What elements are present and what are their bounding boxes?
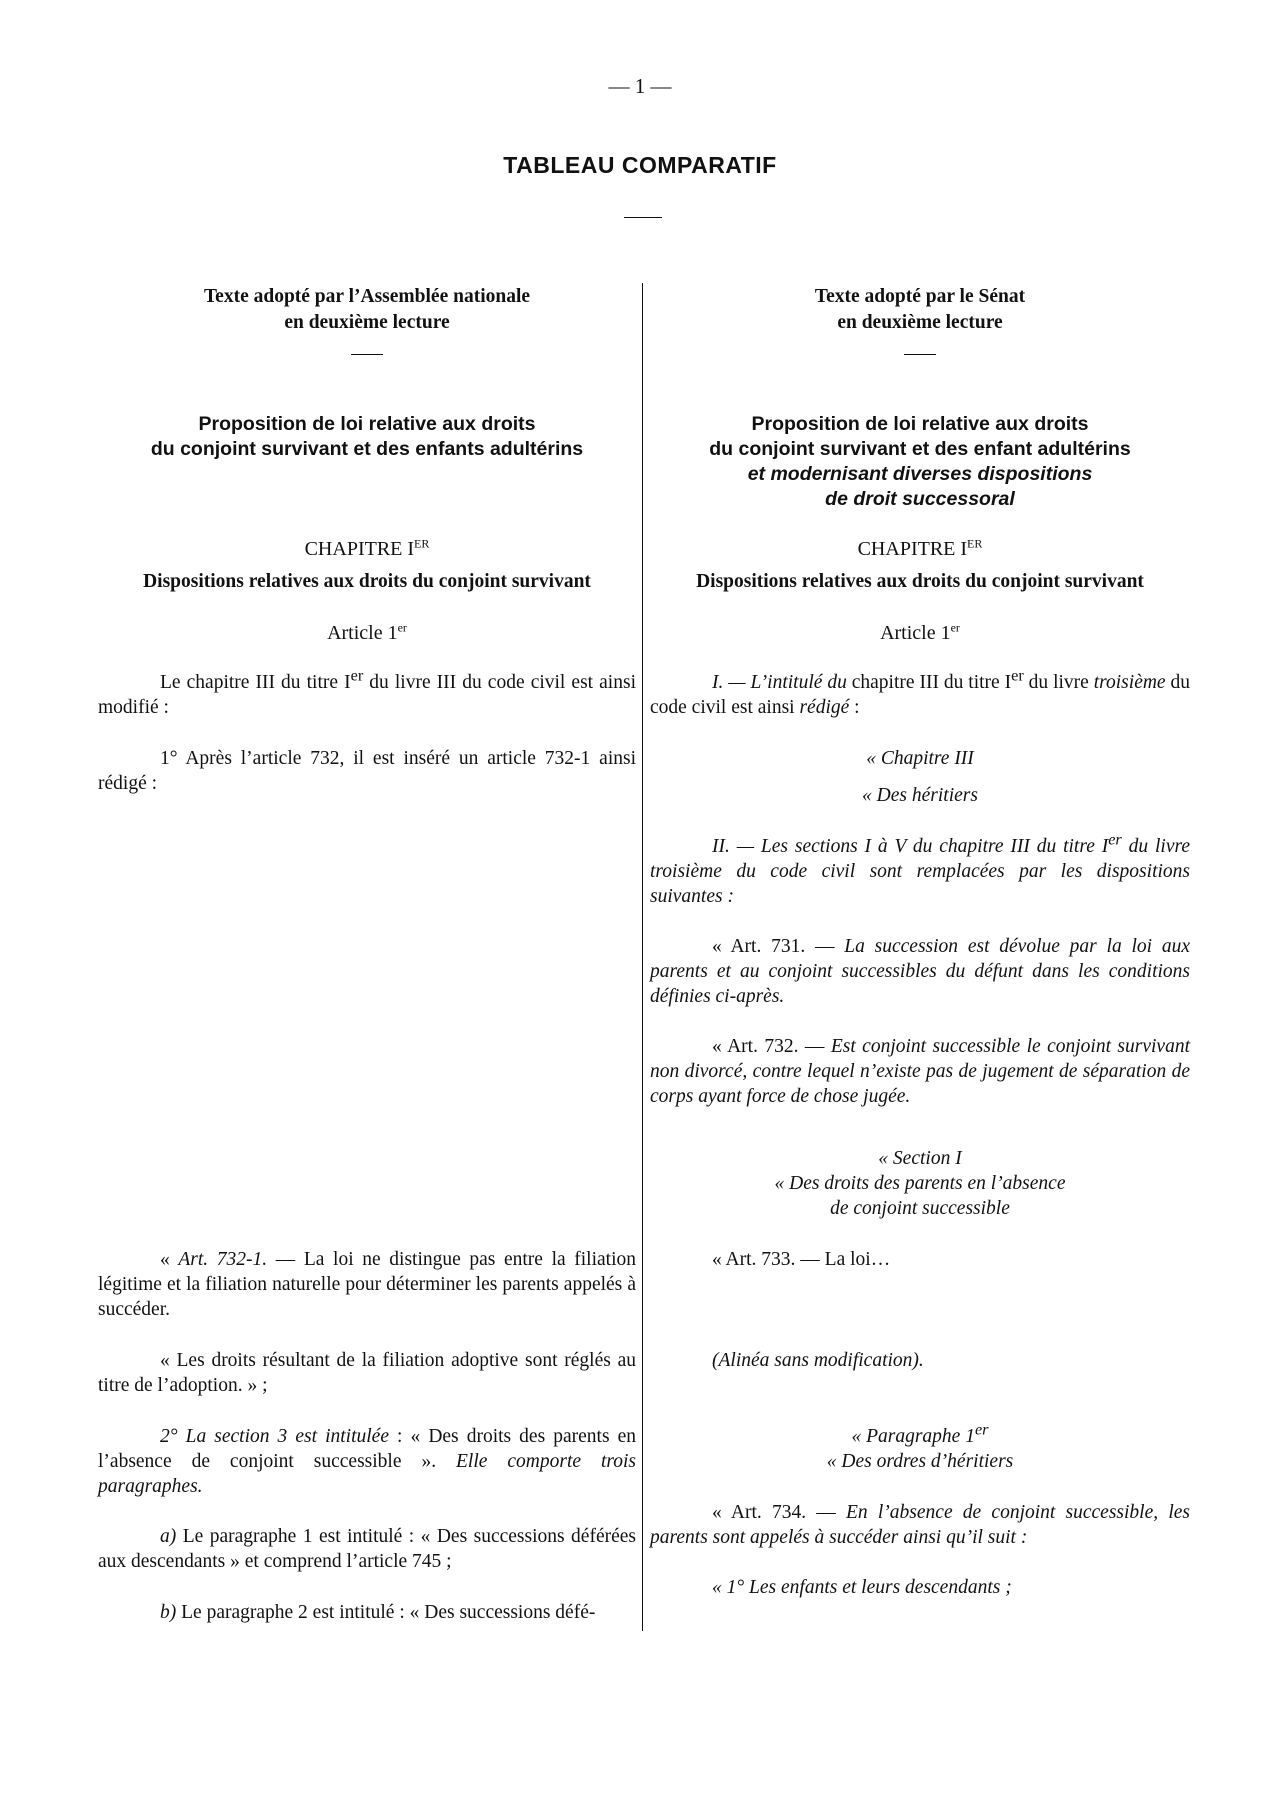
left-p6-text: Le paragraphe 1 est intitulé : « Des successions déférées aux descendants » et comprend l’article 745 ; xyxy=(98,1526,636,1572)
right-paragraph-2 xyxy=(650,830,1190,909)
left-chapter-title: Dispositions relatives aux droits du conjoint survivant xyxy=(143,571,591,592)
right-article-733: « Art. 733. — La loi… xyxy=(712,1249,891,1270)
right-header xyxy=(650,284,1190,336)
left-p1-text-b: du livre III du code civil est ainsi modifié : xyxy=(98,672,636,718)
left-prop-line2: du conjoint survivant et des enfants adultérins xyxy=(150,438,584,460)
right-article xyxy=(650,620,1190,646)
left-paragraph-6 xyxy=(98,1524,636,1574)
right-prop-line3: et modernisant diverses dispositions xyxy=(747,463,1093,485)
right-chapter xyxy=(650,536,1190,562)
right-art731-text: La succession est dévolue par la loi aux parents et au conjoint successibles du défunt dans les conditions définies ci-après. xyxy=(650,936,1190,1007)
left-proposition-title xyxy=(98,412,636,462)
right-p1-text-4: : xyxy=(849,697,860,718)
right-art732-prefix: « Art. 732. — xyxy=(712,1036,831,1057)
left-p5-text: : « Des droits des parents en l’absence de conjoint successible ». xyxy=(98,1426,637,1472)
right-par1-label: « Paragraphe 1 xyxy=(851,1426,975,1447)
right-p1-text-2: du livre xyxy=(1023,672,1094,693)
left-p3-article-ref: Art. 732-1. xyxy=(178,1249,268,1270)
right-article-label: Article 1 xyxy=(880,622,951,644)
right-p1-sup: er xyxy=(1011,666,1024,685)
left-article-732-1 xyxy=(98,1247,636,1322)
right-p1-italic-2: troisième xyxy=(1093,672,1166,693)
right-p2-sup: er xyxy=(1108,830,1122,849)
right-header-line1: Texte adopté par le Sénat xyxy=(814,286,1026,307)
right-sec1-line3: de conjoint successible xyxy=(830,1198,1010,1219)
right-article-sup: er xyxy=(950,620,960,635)
left-p5-italic-2: Elle comporte trois paragraphes. xyxy=(98,1451,636,1497)
right-proposition-title xyxy=(650,412,1190,512)
left-header-line2: en deuxième lecture xyxy=(284,312,450,333)
right-sec1-line1: « Section I xyxy=(878,1148,962,1169)
right-prop-line4: de droit successoral xyxy=(825,488,1015,510)
right-article-732 xyxy=(650,1034,1190,1109)
left-header-rule xyxy=(351,354,383,355)
right-chapter-label: CHAPITRE I xyxy=(857,538,968,560)
right-p1-italic-1: I. — L’intitulé du xyxy=(712,672,847,693)
left-chapter-sup: ER xyxy=(414,536,430,551)
left-paragraph-7 xyxy=(98,1600,636,1625)
right-header-rule xyxy=(904,354,936,355)
right-p1-text-3: du code civil est ainsi xyxy=(650,672,1191,718)
right-p1-text-1: chapitre III du titre I xyxy=(846,672,1012,693)
right-header-line2: en deuxième lecture xyxy=(837,312,1003,333)
left-p1-sup: er xyxy=(350,666,364,685)
right-par1-line2: « Des ordres d’héritiers xyxy=(826,1451,1014,1472)
left-p5-italic-1: 2° La section 3 est intitulée xyxy=(160,1426,389,1447)
left-paragraph-2: 1° Après l’article 732, il est inséré un article 732-1 ainsi rédigé : xyxy=(98,748,636,794)
right-enfants: « 1° Les enfants et leurs descendants ; xyxy=(712,1577,1012,1598)
left-prop-line1: Proposition de loi relative aux droits xyxy=(198,413,536,435)
right-p1-italic-3: rédigé xyxy=(799,697,850,718)
right-p2-text-b: du livre troisième du code civil sont remplacées par les dispositions suivantes : xyxy=(650,836,1190,907)
left-article xyxy=(98,620,636,646)
left-p3-prefix: « xyxy=(160,1249,179,1270)
left-p7-item: b) xyxy=(160,1602,177,1623)
right-prop-line2: du conjoint survivant et des enfant adultérins xyxy=(709,438,1131,460)
left-p6-item: a) xyxy=(160,1526,177,1547)
right-paragraph-1er xyxy=(650,1420,1190,1474)
right-section-i xyxy=(650,1146,1190,1221)
right-alinea: (Alinéa sans modification). xyxy=(712,1350,924,1371)
right-chapter-sup: ER xyxy=(967,536,983,551)
left-header-line1: Texte adopté par l’Assemblée nationale xyxy=(203,286,531,307)
right-article-734 xyxy=(650,1500,1190,1550)
right-chapter-iii: « Chapitre III xyxy=(866,748,974,769)
left-p3-text: — La loi ne distingue pas entre la filiation légitime et la filiation naturelle pour déterminer les parents appelés à succéder. xyxy=(98,1249,636,1320)
right-des-heritiers: « Des héritiers xyxy=(862,785,978,806)
right-art734-text: En l’absence de conjoint successible, les parents sont appelés à succéder ainsi qu’il suit : xyxy=(650,1502,1191,1548)
left-paragraph-5 xyxy=(98,1424,636,1499)
right-paragraph-1 xyxy=(650,666,1191,720)
left-article-sup: er xyxy=(397,620,407,635)
right-chapter-title: Dispositions relatives aux droits du conjoint survivant xyxy=(696,571,1144,592)
left-paragraph-1 xyxy=(98,666,636,720)
right-par1-sup: er xyxy=(974,1420,989,1439)
title-rule xyxy=(624,217,662,218)
left-chapter xyxy=(98,536,636,562)
left-header xyxy=(98,284,636,336)
right-p2-text-a: II. — Les sections I à V du chapitre III du titre I xyxy=(712,836,1109,857)
right-art731-prefix: « Art. 731. — xyxy=(712,936,845,957)
right-par1-line1 xyxy=(650,1420,1190,1449)
left-p7-text: Le paragraphe 2 est intitulé : « Des successions défé- xyxy=(176,1602,596,1623)
page-number: — 1 — xyxy=(608,74,672,98)
left-article-label: Article 1 xyxy=(327,622,398,644)
page-title: TABLEAU COMPARATIF xyxy=(503,152,777,178)
left-paragraph-4: « Les droits résultant de la filiation adoptive sont réglés au titre de l’adoption. » ; xyxy=(98,1350,636,1396)
right-sec1-line2: « Des droits des parents en l’absence xyxy=(774,1173,1066,1194)
left-chapter-label: CHAPITRE I xyxy=(304,538,415,560)
column-divider xyxy=(642,283,643,1631)
right-art734-prefix: « Art. 734. — xyxy=(712,1502,847,1523)
right-prop-line1: Proposition de loi relative aux droits xyxy=(751,413,1089,435)
right-article-731 xyxy=(650,934,1190,1009)
left-p1-text-a: Le chapitre III du titre I xyxy=(160,672,351,693)
right-art732-text: Est conjoint successible le conjoint survivant non divorcé, contre lequel n’existe pas de jugement de séparation de corps ayant force de chose jugée. xyxy=(650,1036,1190,1107)
